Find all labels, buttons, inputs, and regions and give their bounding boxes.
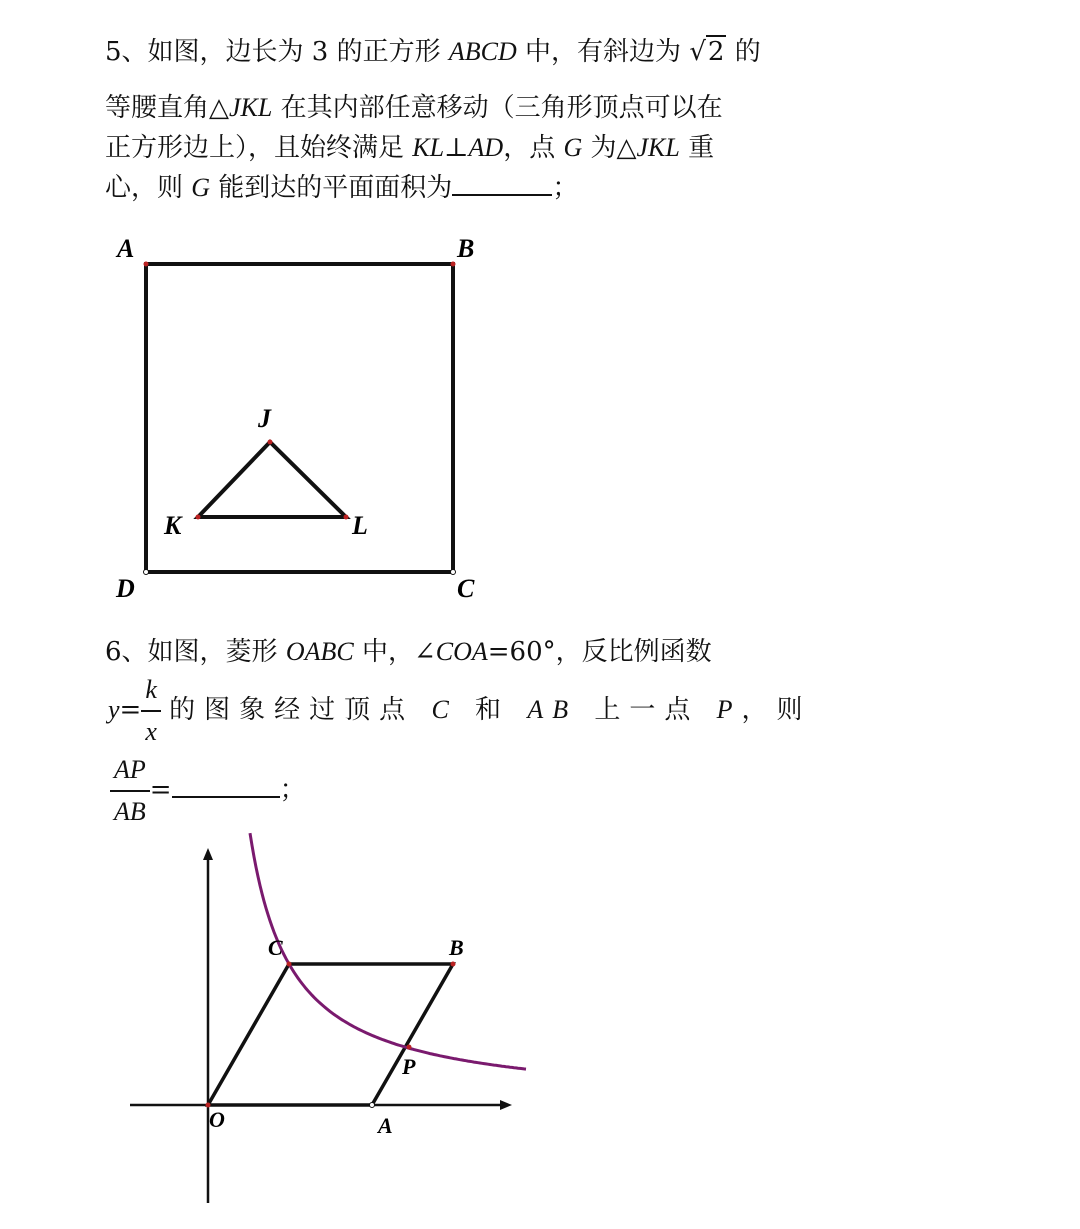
p6-number: 6、 <box>105 637 148 667</box>
label-l: L <box>352 511 368 540</box>
point-p <box>407 1045 412 1050</box>
point-b6 <box>451 962 456 967</box>
p5-line3: 正方形边上），且始终满足 KL⊥AD，点 G 为△JKL 重 <box>105 133 715 163</box>
point-a <box>144 262 149 267</box>
point-l <box>344 515 349 520</box>
label-b6: B <box>449 935 464 960</box>
triangle-jkl <box>198 442 346 517</box>
rhombus-oabc <box>208 964 453 1105</box>
p6-line1: 6、如图，菱形 OABC 中，∠COA=60°，反比例函数 <box>105 637 712 667</box>
label-j: J <box>258 404 271 433</box>
point-c6 <box>287 962 292 967</box>
label-c6: C <box>268 935 283 960</box>
p6-line3: $\frac{AP}{AB}$ = ； <box>110 750 306 832</box>
point-j <box>268 440 273 445</box>
point-b <box>451 262 456 267</box>
p5-line1: 5、如图，边长为 3 的正方形 ABCD 中，有斜边为 √2 的 <box>105 34 761 70</box>
hyperbola-curve <box>250 833 526 1069</box>
label-a6: A <box>378 1113 393 1138</box>
sqrt-2: √2 <box>689 37 725 67</box>
figure-6 <box>130 833 526 1203</box>
label-p: P <box>402 1054 416 1079</box>
p6-line2: y= $\frac{k}{x}$ 的图象经过顶点 C 和 AB 上一点 P，则 <box>108 670 812 752</box>
label-o: O <box>209 1107 225 1132</box>
point-d <box>144 570 149 575</box>
square-abcd <box>146 264 453 572</box>
point-c <box>451 570 456 575</box>
label-c: C <box>457 574 475 603</box>
label-b: B <box>457 234 475 263</box>
p5-line2: 等腰直角△JKL 在其内部任意移动（三角形顶点可以在 <box>105 93 723 123</box>
k-over-x-fraction: $\frac{k}{x}$ <box>141 670 161 752</box>
point-a6 <box>370 1103 375 1108</box>
figure-5 <box>115 234 475 603</box>
p5-line4: 心，则 G 能到达的平面面积为 ； <box>105 173 579 203</box>
ap-over-ab-fraction: $\frac{AP}{AB}$ <box>110 750 150 832</box>
x-axis-arrow-icon <box>500 1100 512 1110</box>
point-k <box>196 515 201 520</box>
label-d: D <box>116 574 135 603</box>
label-a: A <box>117 234 135 263</box>
p5-number: 5、 <box>105 37 148 67</box>
label-k: K <box>164 511 182 540</box>
y-axis-arrow-icon <box>203 848 213 860</box>
